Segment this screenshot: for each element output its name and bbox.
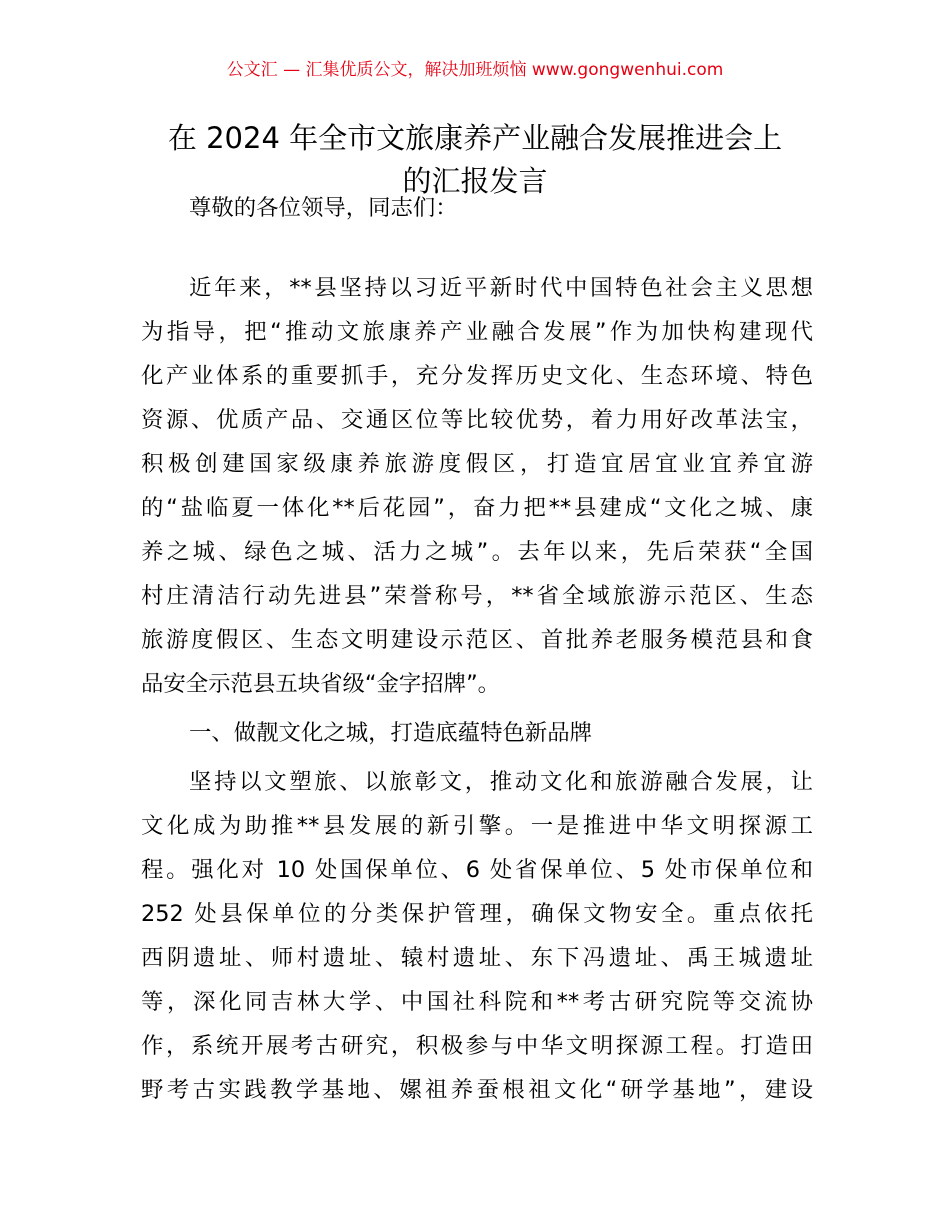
paragraph-line: 252 处县保单位的分类保护管理，确保文物安全。重点依托: [141, 901, 813, 927]
paragraph-line: 为指导，把“推动文旅康养产业融合发展”作为加快构建现代: [141, 319, 813, 345]
section-heading-1: 一、做靓文化之城，打造底蕴特色新品牌: [189, 720, 593, 746]
paragraph-line: 旅游度假区、生态文明建设示范区、首批养老服务模范县和食: [141, 627, 813, 653]
document-title-line-1: 在 2024 年全市文旅康养产业融合发展推进会上: [167, 121, 783, 155]
paragraph-line: 坚持以文塑旅、以旅彰文，推动文化和旅游融合发展，让: [189, 769, 813, 795]
paragraph-line: 的“盐临夏一体化**后花园”，奋力把**县建成“文化之城、康: [141, 495, 813, 521]
document-title-line-2: 的汇报发言: [402, 164, 548, 198]
paragraph-line: 文化成为助推**县发展的新引擎。一是推进中华文明探源工: [141, 813, 813, 839]
paragraph-line: 西阴遗址、师村遗址、辕村遗址、东下冯遗址、禹王城遗址: [141, 945, 813, 971]
paragraph-line: 近年来，**县坚持以习近平新时代中国特色社会主义思想: [189, 275, 813, 301]
paragraph-line: 村庄清洁行动先进县”荣誉称号，**省全域旅游示范区、生态: [141, 583, 813, 609]
paragraph-line: 程。强化对 10 处国保单位、6 处省保单位、5 处市保单位和: [141, 857, 813, 883]
salutation: 尊敬的各位领导，同志们：: [189, 195, 458, 221]
paragraph-line: 积极创建国家级康养旅游度假区，打造宜居宜业宜养宜游: [141, 451, 813, 477]
paragraph-line: 化产业体系的重要抓手，充分发挥历史文化、生态环境、特色: [141, 363, 813, 389]
watermark-banner: 公文汇 — 汇集优质公文，解决加班烦恼 www.gongwenhui.com: [226, 60, 724, 80]
paragraph-line: 等，深化同吉林大学、中国社科院和**考古研究院等交流协: [141, 989, 813, 1015]
paragraph-line: 野考古实践教学基地、嫘祖养蚕根祖文化“研学基地”，建设: [141, 1077, 813, 1103]
paragraph-line: 品安全示范县五块省级“金字招牌”。: [141, 671, 501, 697]
paragraph-line: 作，系统开展考古研究，积极参与中华文明探源工程。打造田: [141, 1033, 813, 1059]
paragraph-line: 养之城、绿色之城、活力之城”。去年以来，先后荣获“全国: [141, 539, 813, 565]
paragraph-line: 资源、优质产品、交通区位等比较优势，着力用好改革法宝，: [141, 407, 813, 433]
